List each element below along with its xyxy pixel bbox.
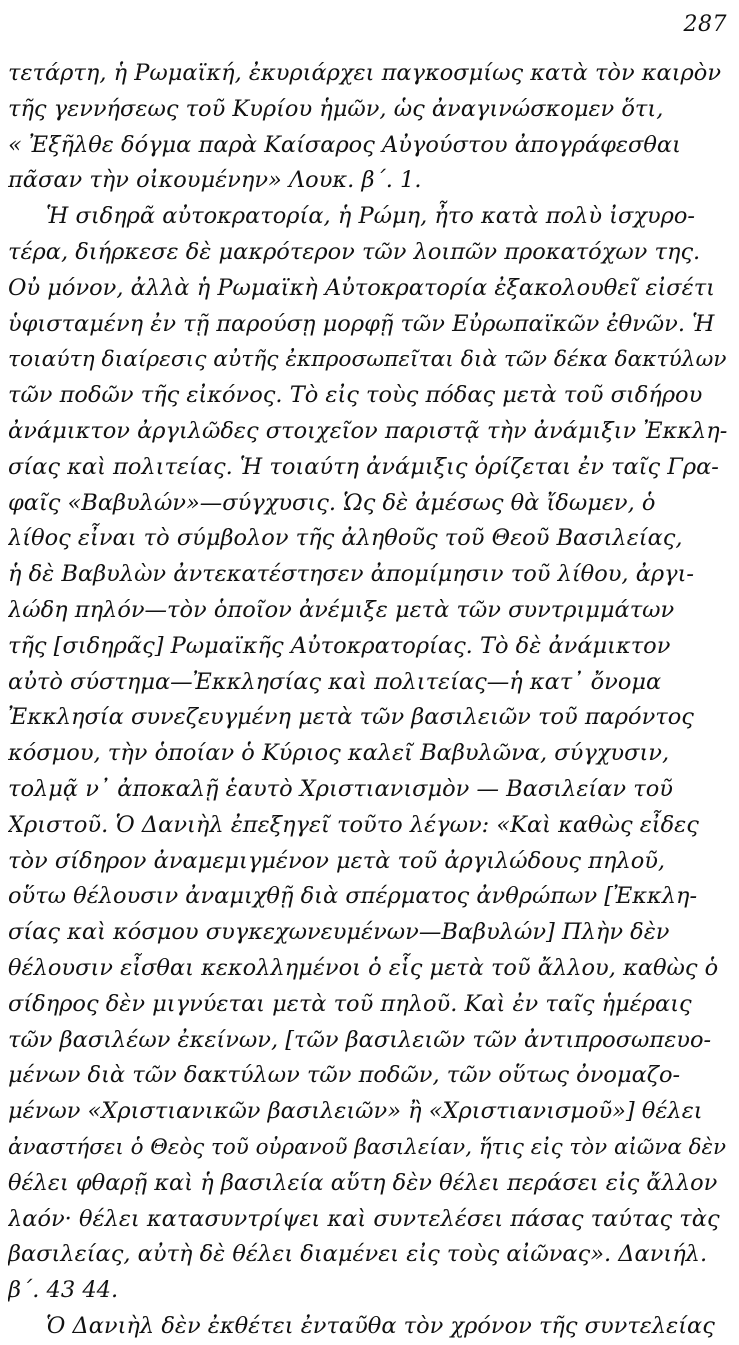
text-line: μένων διὰ τῶν δακτύλων τῶν ποδῶν, τῶν οὕτως ὀνομαζο- bbox=[8, 1062, 681, 1089]
text-line: ὑφισταμένη ἐν τῇ παρούσῃ μορφῇ τῶν Εὐρωπαϊκῶν ἐθνῶν. Ἡ bbox=[8, 310, 715, 337]
text-line: φαῖς «Βαβυλών»—σύγχυσις. Ὡς δὲ ἀμέσως θὰ ἴδωμεν, ὁ bbox=[8, 489, 656, 516]
text-line: σίδηρος δὲν μιγνύεται μετὰ τοῦ πηλοῦ. Καὶ ἐν ταῖς ἡμέραις bbox=[8, 990, 692, 1017]
text-line: τῆς [σιδηρᾶς] Ρωμαϊκῆς Αὐτοκρατορίας. Τὸ δὲ ἀνάμικτον bbox=[8, 632, 671, 659]
text-line: « Ἐξῆλθε δόγμα παρὰ Καίσαρος Αὐγούστου ἀπογράφεσθαι bbox=[8, 131, 681, 158]
page-number: 287 bbox=[683, 12, 727, 37]
text-line: τῆς γεννήσεως τοῦ Κυρίου ἡμῶν, ὡς ἀναγινώσκομεν ὅτι, bbox=[8, 95, 664, 122]
text-line: βασιλείας, αὐτὴ δὲ θέλει διαμένει εἰς τοὺς αἰῶνας». Δανιήλ. bbox=[8, 1241, 708, 1268]
text-line: σίας καὶ πολιτείας. Ἡ τοιαύτη ἀνάμιξις ὁρίζεται ἐν ταῖς Γρα- bbox=[8, 453, 719, 480]
text-line: τῶν ποδῶν τῆς εἰκόνος. Τὸ εἰς τοὺς πόδας μετὰ τοῦ σιδήρου bbox=[8, 382, 703, 409]
text-line: τολμᾷ ν᾽ ἀποκαλῇ ἑαυτὸ Χριστιανισμὸν — Βασιλείαν τοῦ bbox=[8, 775, 673, 802]
text-line: Ὁ Δανιὴλ δὲν ἐκθέτει ἐνταῦθα τὸν χρόνον τῆς συντελείας bbox=[46, 1312, 715, 1339]
text-line: οὕτω θέλουσιν ἀναμιχθῇ διὰ σπέρματος ἀνθρώπων [Ἐκκλη- bbox=[8, 883, 698, 910]
text-line: μένων «Χριστιανικῶν βασιλειῶν» ἢ «Χριστιανισμοῦ»] θέλει bbox=[8, 1098, 703, 1125]
text-line: ἀναστήσει ὁ Θεὸς τοῦ οὐρανοῦ βασιλείαν, ἥτις εἰς τὸν αἰῶνα δὲν bbox=[8, 1134, 727, 1160]
text-line: ἡ δὲ Βαβυλὼν ἀντεκατέστησεν ἀπομίμησιν τοῦ λίθου, ἀργι- bbox=[8, 561, 695, 588]
text-line: β΄. 43 44. bbox=[8, 1277, 119, 1304]
text-line: κόσμου, τὴν ὁποίαν ὁ Κύριος καλεῖ Βαβυλῶνα, σύγχυσιν, bbox=[8, 740, 670, 767]
text-line: τὸν σίδηρον ἀναμεμιγμένον μετὰ τοῦ ἀργιλώδους πηλοῦ, bbox=[8, 847, 666, 874]
text-line: πᾶσαν τὴν οἰκουμένην» Λουκ. β΄. 1. bbox=[8, 167, 422, 194]
text-line: Οὐ μόνον, ἀλλὰ ἡ Ρωμαϊκὴ Αὐτοκρατορία ἐξακολουθεῖ εἰσέτι bbox=[8, 274, 715, 301]
text-line: ἀνάμικτον ἀργιλῶδες στοιχεῖον παριστᾷ τὴν ἀνάμιξιν Ἐκκλη- bbox=[8, 417, 728, 444]
text-line: τῶν βασιλέων ἐκείνων, [τῶν βασιλειῶν τῶν ἀντιπροσωπευο- bbox=[8, 1026, 712, 1053]
text-line: τετάρτη, ἡ Ρωμαϊκή, ἐκυριάρχει παγκοσμίως κατὰ τὸν καιρὸν bbox=[8, 60, 722, 86]
text-line: λαόν· θέλει κατασυντρίψει καὶ συντελέσει πάσας ταύτας τὰς bbox=[8, 1205, 720, 1232]
text-line: Ἡ σιδηρᾶ αὐτοκρατορία, ἡ Ρώμη, ἦτο κατὰ πολὺ ἰσχυρο- bbox=[46, 203, 696, 230]
text-line: θέλουσιν εἶσθαι κεκολλημένοι ὁ εἷς μετὰ τοῦ ἄλλου, καθὼς ὁ bbox=[8, 954, 719, 981]
text-line: Χριστοῦ. Ὁ Δανιὴλ ἐπεξηγεῖ τοῦτο λέγων: «Καὶ καθὼς εἶδες bbox=[8, 811, 699, 838]
text-line: Ἐκκλησία συνεζευγμένη μετὰ τῶν βασιλειῶν τοῦ παρόντος bbox=[8, 704, 694, 731]
text-line: θέλει φθαρῇ καὶ ἡ βασιλεία αὕτη δὲν θέλει περάσει εἰς ἄλλον bbox=[8, 1169, 718, 1196]
text-line: λώδη πηλόν—τὸν ὁποῖον ἀνέμιξε μετὰ τῶν συντριμμάτων bbox=[8, 596, 675, 623]
text-line: τοιαύτη διαίρεσις αὐτῆς ἐκπροσωπεῖται διὰ τῶν δέκα δακτύλων bbox=[8, 347, 727, 373]
text-line: λίθος εἶναι τὸ σύμβολον τῆς ἀληθοῦς τοῦ Θεοῦ Βασιλείας, bbox=[8, 525, 683, 552]
body-text bbox=[8, 56, 730, 1345]
text-line: αὐτὸ σύστημα—Ἐκκλησίας καὶ πολιτείας—ἡ κατ᾽ ὄνομα bbox=[8, 668, 662, 695]
text-line: τέρα, διήρκεσε δὲ μακρότερον τῶν λοιπῶν προκατόχων της. bbox=[8, 238, 701, 265]
text-line: σίας καὶ κόσμου συγκεχωνευμένων—Βαβυλών] Πλὴν δὲν bbox=[8, 919, 670, 946]
